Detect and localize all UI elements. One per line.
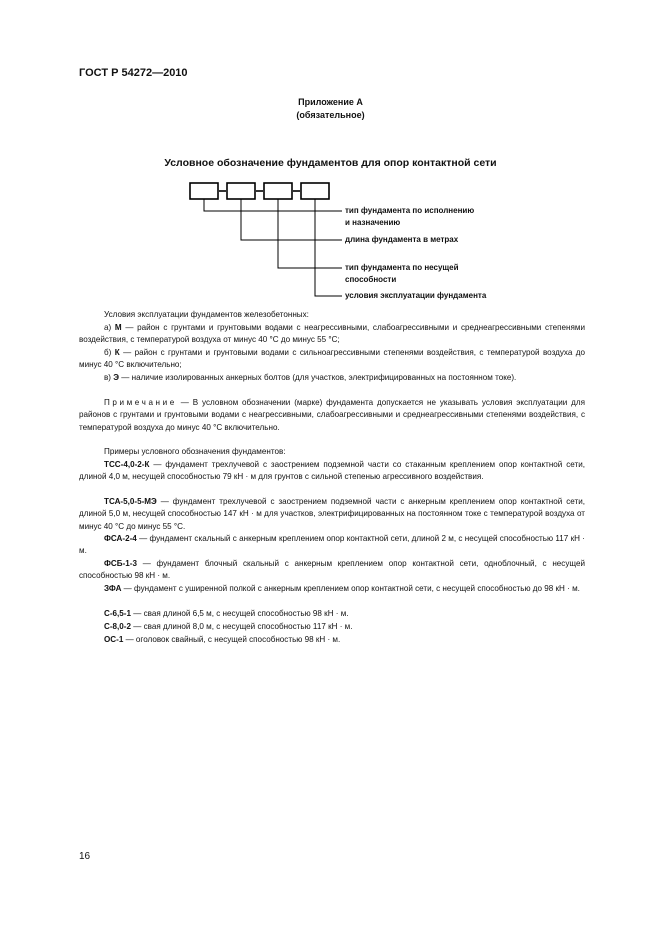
example-item: ТСС-4,0-2-К — фундамент трехлучевой с заострением подземной части со стаканным креплением опор контактной сети, длиной 4,0 м, несущей способностью 79 кН · м для грунтов с сильной степенью агрессивного воздействия.	[79, 460, 585, 482]
appendix-status: (обязательное)	[296, 110, 365, 120]
example-item: С-6,5-1 — свая длиной 6,5 м, с несущей способностью 98 кН · м.	[104, 609, 349, 618]
label-bearing-type-cont: способности	[345, 275, 397, 284]
designation-box-2	[227, 183, 255, 199]
examples-intro: Примеры условного обозначения фундаментов:	[104, 447, 286, 456]
designation-box-3	[264, 183, 292, 199]
example-item: ФСА-2-4 — фундамент скальный с анкерным креплением опор контактной сети, длиной 2 м, с несущей способностью 117 кН · м.	[79, 534, 585, 556]
label-bearing-type: тип фундамента по несущей	[345, 263, 459, 272]
label-type-execution-cont: и назначению	[345, 218, 401, 227]
label-operating-conditions: условия эксплуатации фундамента	[345, 291, 487, 300]
example-item: ФСБ-1-3 — фундамент блочный скальный с анкерным креплением опор контактной сети, одноблочный, с несущей способностью 98 кН · м.	[79, 559, 585, 581]
leader-line-3	[278, 199, 342, 268]
designation-box-4	[301, 183, 329, 199]
designation-box-1	[190, 183, 218, 199]
page-number: 16	[79, 851, 91, 862]
leader-line-4	[315, 199, 342, 296]
condition-item-c: в) Э — наличие изолированных анкерных болтов (для участков, электрифицированных на постоянном токе).	[104, 373, 517, 382]
label-type-execution: тип фундамента по исполнению	[345, 206, 475, 215]
leader-line-2	[241, 199, 342, 240]
condition-item-a: а) М — район с грунтами и грунтовыми водами с неагрессивными, слабоагрессивными и среднеагрессивными степенями воздействия, с температурой воздуха от минус 40 °С до минус 55 °С;	[79, 323, 585, 345]
conditions-intro: Условия эксплуатации фундаментов железобетонных:	[104, 310, 309, 319]
example-item: ТСА-5,0-5-МЭ — фундамент трехлучевой с заострением подземной части с анкерным креплением опор контактной сети, длиной 5,0 м, несущей способностью 147 кН · м для участков, электрифицированных на постоянном токе с температурой воздуха от минус 40 °С до минус 55 °С.	[79, 497, 585, 531]
appendix-title: Приложение А	[298, 97, 363, 107]
example-item: ЗФА — фундамент с уширенной полкой с анкерным креплением опор контактной сети, с несущей способностью до 98 кН · м.	[104, 584, 580, 593]
document-code: ГОСТ Р 54272—2010	[79, 67, 188, 79]
label-length: длина фундамента в метрах	[345, 235, 459, 244]
example-item: С-8,0-2 — свая длиной 8,0 м, с несущей способностью 117 кН · м.	[104, 622, 353, 631]
condition-item-b: б) К — район с грунтами и грунтовыми водами с сильноагрессивными степенями воздействия, с температурой воздуха до минус 40 °С включительно;	[79, 348, 585, 370]
leader-line-1	[204, 199, 342, 211]
section-title: Условное обозначение фундаментов для опор контактной сети	[164, 157, 497, 169]
note-label: Примечание	[104, 398, 177, 407]
note-paragraph: Примечание — В условном обозначении (марке) фундамента допускается не указывать условия эксплуатации для районов с грунтами и грунтовыми водами с неагрессивными, слабоагрессивными и среднеагрессивными степенями воздействия, с температурой воздуха до минус 40 °С включительно.	[79, 398, 585, 432]
example-item: ОС-1 — оголовок свайный, с несущей способностью 98 кН · м.	[104, 635, 341, 644]
